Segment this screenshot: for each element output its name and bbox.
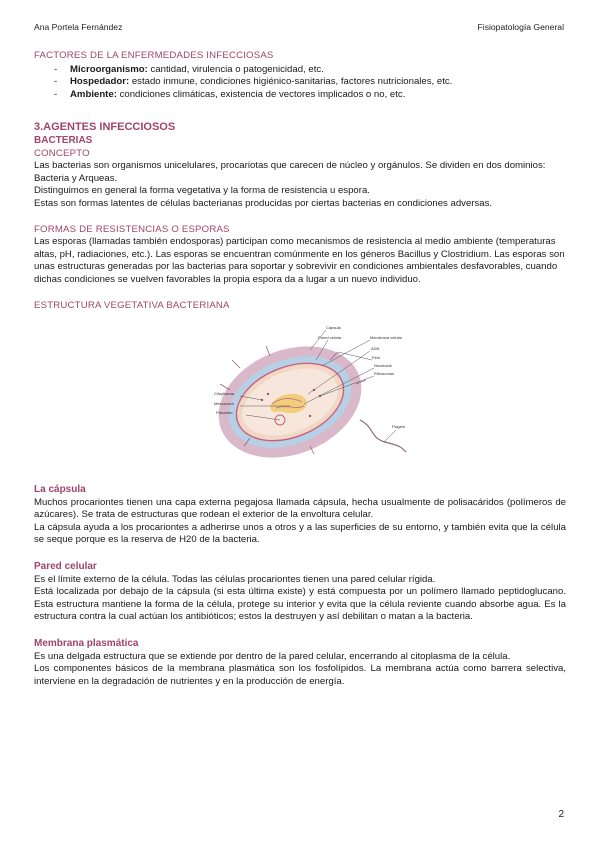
list-item-term: Microorganismo: <box>70 63 148 75</box>
label-capsula: Cápsula <box>326 325 341 331</box>
label-adn: ADN <box>371 346 380 352</box>
list-item <box>54 64 566 77</box>
label-plasmido: Plásmido <box>216 410 233 416</box>
page-number: 2 <box>558 809 564 820</box>
section-title-esporas: FORMAS DE RESISTENCIAS O ESPORAS <box>34 223 230 235</box>
label-ribosomas: Ribosomas <box>374 371 395 377</box>
list-item-text: condiciones climáticas, existencia de vectores implicados o no, etc. <box>116 88 406 100</box>
section-title-agentes: 3.AGENTES INFECCIOSOS <box>34 121 176 134</box>
factores-list <box>54 64 566 102</box>
paragraph-membrana-1: Es una delgada estructura que se extiende por dentro de la pared celular, encerrando al citoplasma de la célula. <box>34 650 511 662</box>
list-item <box>54 76 566 89</box>
header-subject: Fisiopatología General <box>477 22 564 32</box>
subsection-title-concepto: CONCEPTO <box>34 147 90 159</box>
list-item <box>54 89 566 102</box>
label-citoplasma: Citoplasma <box>214 391 235 397</box>
ribosome-dot <box>309 415 311 417</box>
list-item-term: Hospedador: <box>70 76 130 88</box>
list-item-text: cantidad, virulencia o patogenicidad, etc. <box>147 63 324 75</box>
paragraph-capsula-2: La cápsula ayuda a los procariontes a adherirse unos a otros y a las superficies de su entorno, y también evita que la célula se seque porque es la reserva de H20 de la bacteria. <box>34 521 566 546</box>
paragraph-pared-1: Es el límite externo de la célula. Todas las células procariontes tienen una pared celular rígida. <box>34 573 436 585</box>
subheading-capsula: La cápsula <box>34 484 86 496</box>
label-flagelo: Flagelo <box>392 424 406 430</box>
paragraph-capsula-1: Muchos procariontes tienen una capa externa pegajosa llamada cápsula, hecha usualmente de polisacáridos (polímeros de azúcares). Se trata de estructuras que rodean el exterior de la envoltura celular. <box>34 496 566 521</box>
label-nucleoide: Nucleoide <box>374 363 392 369</box>
subheading-membrana: Membrana plasmática <box>34 638 139 650</box>
paragraph-esporas: Las esporas (llamadas también endosporas) participan como mecanismos de resistencia al medio ambiente (temperaturas altas, pH, radiaciones, etc.). Las esporas se encuentran comúnmente en los géneros Bacillus y Clostridium. Las esporas son unas estructuras generadas por las bacterias para soportar y sobrevivir en condiciones ambientales desfavorables, cuando dichas condiciones se vuelven favorables la propia espora da a lugar a un nuevo individuo. <box>34 236 565 285</box>
paragraph-pared-2: Está localizada por debajo de la cápsula (si esta última existe) y está compuesta por un polímero llamado peptidoglucano. Esta estructura mantiene la forma de la célula, protege su interior y evita que la célula reviente cuando absorbe agua. Es la estructura contra la cual actúan los antibióticos; estos la destruyen y así debilitan o matan a la bacteria. <box>34 586 566 623</box>
paragraph-concepto-1: Las bacterias son organismos unicelulares, procariotas que carecen de núcleo y orgánulos. Se dividen en dos dominios: Bacteria y Arqueas. <box>34 160 546 184</box>
header-author: Ana Portela Fernández <box>34 22 123 32</box>
section-title-estructura: ESTRUCTURA VEGETATIVA BACTERIANA <box>34 299 230 311</box>
list-item-term: Ambiente: <box>70 88 117 100</box>
label-membrana: Membrana celular <box>370 335 403 341</box>
page-content <box>34 50 566 688</box>
bacteria-figure <box>34 320 566 470</box>
label-mesosoma: Mesosoma <box>214 401 234 407</box>
label-pelo: Pelo <box>372 355 381 361</box>
subheading-pared: Pared celular <box>34 561 97 573</box>
section-title-factores: FACTORES DE LA ENFERMEDADES INFECCIOSAS <box>34 50 274 61</box>
subsection-title-bacterias: BACTERIAS <box>34 134 93 146</box>
paragraph-concepto-3: Estas son formas latentes de células bacterianas producidas por ciertas bacterias en condiciones adversas. <box>34 197 493 209</box>
list-item-text: estado inmune, condiciones higiénico-sanitarias, factores nutricionales, etc. <box>129 76 453 88</box>
bacteria-diagram <box>210 320 410 470</box>
paragraph-concepto-2: Distinguimos en general la forma vegetativa y la forma de resistencia u espora. <box>34 185 370 197</box>
label-pared: Pared celular <box>318 335 342 341</box>
ribosome-dot <box>267 393 269 395</box>
paragraph-membrana-2: Los componentes básicos de la membrana plasmática son los fosfolípidos. La membrana actúa como barrera selectiva, interviene en la degradación de nutrientes y en la producción de energía. <box>34 663 566 687</box>
